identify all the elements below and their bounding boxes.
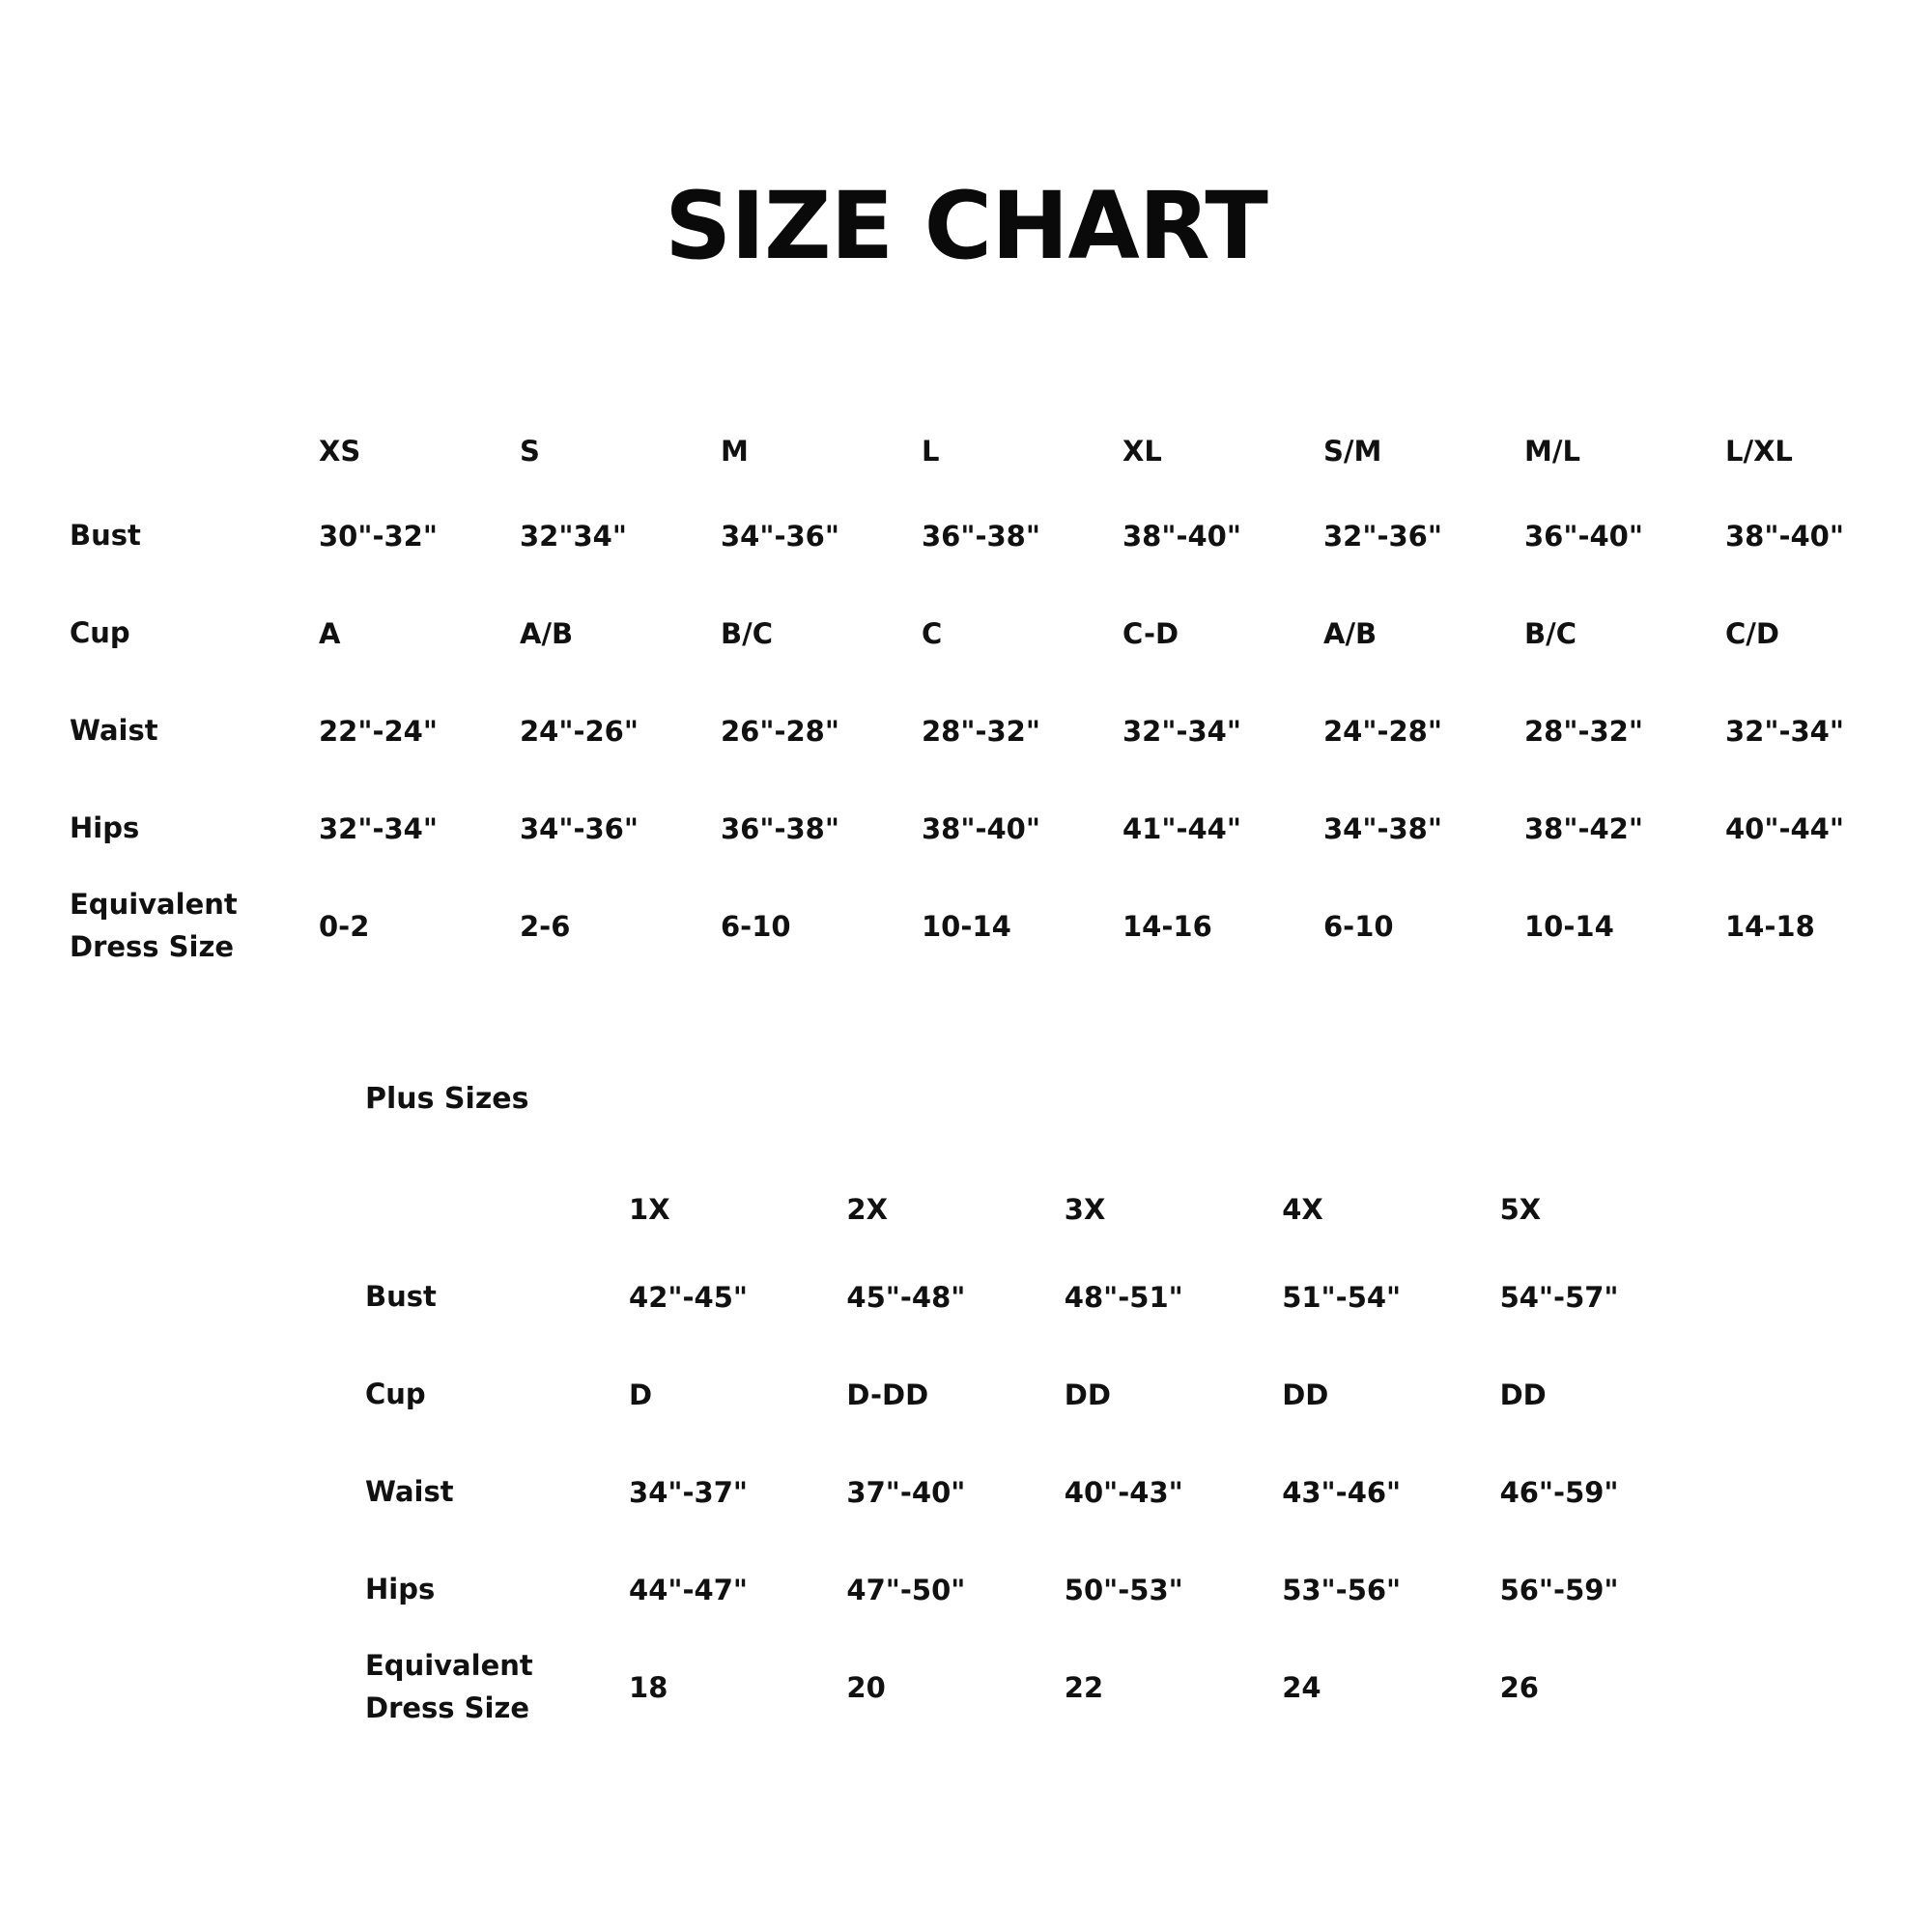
cell-dress-sm: 6-10 — [1323, 909, 1394, 943]
plus-cell-dress-3x: 22 — [1064, 1670, 1104, 1704]
plus-cell-waist-1x: 34"-37" — [629, 1475, 748, 1509]
cell-waist-s: 24"-26" — [520, 714, 639, 748]
cell-hips-m: 36"-38" — [721, 811, 839, 845]
cell-waist-lxl: 32"-34" — [1725, 714, 1844, 748]
plus-cell-hips-1x: 44"-47" — [629, 1573, 748, 1606]
plus-sizes-heading: Plus Sizes — [365, 1082, 529, 1116]
cell-bust-sm: 32"-36" — [1323, 519, 1442, 553]
plus-cell-waist-4x: 43"-46" — [1282, 1475, 1402, 1509]
cell-cup-m: B/C — [721, 616, 773, 650]
table-row — [70, 682, 1926, 780]
cell-bust-xl: 38"-40" — [1122, 519, 1241, 553]
standard-size-table — [70, 415, 1926, 975]
row-label-line1: Equivalent — [70, 888, 238, 921]
header-corner-cell — [70, 415, 319, 487]
plus-table-header-row — [365, 1171, 1718, 1248]
plus-cell-waist-5x: 46"-59" — [1499, 1475, 1619, 1509]
plus-row-label-line2: Dress Size — [365, 1690, 530, 1724]
plus-cell-dress-2x: 20 — [846, 1670, 886, 1704]
cell-hips-ml: 38"-42" — [1524, 811, 1643, 845]
column-header-ml: M/L — [1524, 435, 1580, 468]
plus-cell-hips-2x: 47"-50" — [846, 1573, 966, 1606]
plus-row-label-equivalent-dress-size — [365, 1638, 629, 1736]
cell-waist-m: 26"-28" — [721, 714, 839, 748]
plus-cell-cup-1x: D — [629, 1378, 653, 1411]
plus-cell-hips-5x: 56"-59" — [1499, 1573, 1619, 1606]
column-header-sm: S/M — [1323, 435, 1382, 468]
column-header-xl: XL — [1122, 435, 1162, 468]
column-header-l: L — [922, 435, 940, 468]
plus-cell-bust-4x: 51"-54" — [1282, 1280, 1402, 1314]
cell-dress-s: 2-6 — [520, 909, 571, 943]
cell-cup-lxl: C/D — [1725, 616, 1779, 650]
cell-dress-ml: 10-14 — [1524, 909, 1614, 943]
cell-waist-xl: 32"-34" — [1122, 714, 1241, 748]
cell-hips-sm: 34"-38" — [1323, 811, 1442, 845]
column-header-lxl: L/XL — [1725, 435, 1793, 468]
plus-column-header-3x: 3X — [1064, 1193, 1106, 1226]
plus-cell-bust-2x: 45"-48" — [846, 1280, 966, 1314]
table-row — [365, 1638, 1718, 1736]
cell-waist-sm: 24"-28" — [1323, 714, 1442, 748]
plus-cell-cup-4x: DD — [1282, 1378, 1329, 1411]
cell-bust-m: 34"-36" — [721, 519, 839, 553]
table-header-row — [70, 415, 1926, 487]
cell-dress-lxl: 14-18 — [1725, 909, 1815, 943]
plus-column-header-1x: 1X — [629, 1193, 670, 1226]
cell-bust-l: 36"-38" — [922, 519, 1040, 553]
table-row — [70, 487, 1926, 584]
plus-row-label-waist: Waist — [365, 1475, 454, 1509]
plus-cell-hips-3x: 50"-53" — [1064, 1573, 1183, 1606]
cell-cup-l: C — [922, 616, 943, 650]
cell-dress-m: 6-10 — [721, 909, 791, 943]
cell-hips-l: 38"-40" — [922, 811, 1040, 845]
row-label-bust: Bust — [70, 519, 141, 553]
page-title: SIZE CHART — [665, 172, 1267, 280]
cell-cup-xl: C-D — [1122, 616, 1179, 650]
cell-dress-xl: 14-16 — [1122, 909, 1212, 943]
plus-cell-bust-1x: 42"-45" — [629, 1280, 748, 1314]
table-row — [365, 1248, 1718, 1346]
plus-column-header-5x: 5X — [1499, 1193, 1542, 1226]
plus-column-header-4x: 4X — [1282, 1193, 1323, 1226]
plus-row-label-cup: Cup — [365, 1378, 426, 1411]
table-row — [365, 1346, 1718, 1443]
cell-cup-xs: A — [319, 616, 341, 650]
plus-cell-waist-2x: 37"-40" — [846, 1475, 966, 1509]
table-row — [70, 877, 1926, 975]
cell-cup-sm: A/B — [1323, 616, 1378, 650]
cell-hips-xs: 32"-34" — [319, 811, 438, 845]
plus-cell-hips-4x: 53"-56" — [1282, 1573, 1402, 1606]
row-label-line2: Dress Size — [70, 929, 235, 963]
row-label-equivalent-dress-size — [70, 877, 319, 975]
table-row — [365, 1443, 1718, 1541]
plus-cell-cup-2x: D-DD — [846, 1378, 929, 1411]
table-row — [365, 1541, 1718, 1638]
plus-size-table — [365, 1171, 1718, 1736]
table-row — [70, 780, 1926, 877]
plus-cell-bust-3x: 48"-51" — [1064, 1280, 1183, 1314]
plus-cell-cup-3x: DD — [1064, 1378, 1111, 1411]
row-label-waist: Waist — [70, 714, 158, 748]
cell-dress-l: 10-14 — [922, 909, 1011, 943]
plus-row-label-bust: Bust — [365, 1280, 437, 1314]
cell-hips-s: 34"-36" — [520, 811, 639, 845]
cell-bust-ml: 36"-40" — [1524, 519, 1643, 553]
table-row — [70, 584, 1926, 682]
column-header-m: M — [721, 435, 749, 468]
cell-cup-s: A/B — [520, 616, 574, 650]
cell-waist-l: 28"-32" — [922, 714, 1040, 748]
plus-row-label-hips: Hips — [365, 1573, 436, 1606]
column-header-xs: XS — [319, 435, 361, 468]
plus-header-corner-cell — [365, 1171, 629, 1248]
plus-cell-dress-5x: 26 — [1499, 1670, 1539, 1704]
cell-bust-lxl: 38"-40" — [1725, 519, 1844, 553]
cell-hips-xl: 41"-44" — [1122, 811, 1241, 845]
cell-waist-xs: 22"-24" — [319, 714, 438, 748]
column-header-s: S — [520, 435, 540, 468]
cell-bust-xs: 30"-32" — [319, 519, 438, 553]
plus-cell-cup-5x: DD — [1499, 1378, 1547, 1411]
row-label-cup: Cup — [70, 616, 130, 650]
cell-bust-s: 32"34" — [520, 519, 627, 553]
cell-hips-lxl: 40"-44" — [1725, 811, 1844, 845]
cell-waist-ml: 28"-32" — [1524, 714, 1643, 748]
cell-cup-ml: B/C — [1524, 616, 1577, 650]
plus-column-header-2x: 2X — [846, 1193, 888, 1226]
plus-cell-waist-3x: 40"-43" — [1064, 1475, 1183, 1509]
plus-row-label-line1: Equivalent — [365, 1649, 533, 1682]
plus-cell-dress-4x: 24 — [1282, 1670, 1321, 1704]
plus-cell-bust-5x: 54"-57" — [1499, 1280, 1619, 1314]
plus-cell-dress-1x: 18 — [629, 1670, 668, 1704]
cell-dress-xs: 0-2 — [319, 909, 370, 943]
row-label-hips: Hips — [70, 811, 140, 845]
